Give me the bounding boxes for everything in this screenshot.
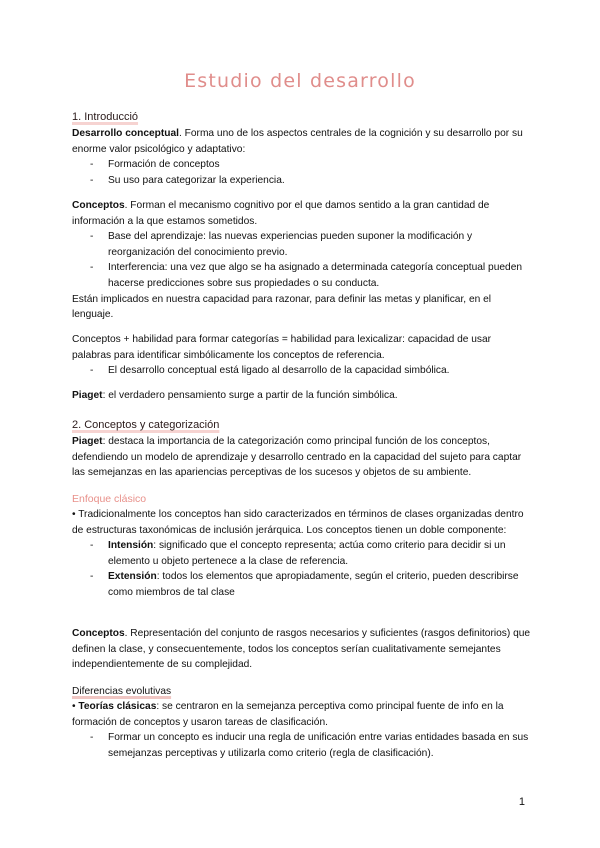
list-item: - El desarrollo conceptual está ligado al desarrollo de la capacidad simbólica. — [72, 363, 532, 379]
paragraph-text: . Representación del conjunto de rasgos necesarios y suficientes (rasgos definitorios) que definen la clase, y consecuentemente, todos los conceptos serían cualitativamente semejantes independientemente de su complejidad. — [72, 628, 531, 671]
list-item: - Formación de conceptos — [72, 157, 532, 173]
item-text: : todos los elementos que apropiadamente, según el criterio, pueden describirse como miembros de tal clase — [108, 571, 519, 598]
section-2-paragraph-4 — [72, 699, 532, 761]
teorias-clasicas-term: Teorías clásicas — [78, 701, 157, 712]
paragraph-text: : el verdadero pensamiento surge a partir de la función simbólica. — [102, 390, 398, 401]
extension-term: Extensión — [108, 571, 157, 583]
section-1-paragraph-5 — [72, 388, 532, 404]
section-2-paragraph-1 — [72, 434, 532, 481]
list — [72, 229, 532, 291]
piaget-term: Piaget — [72, 436, 103, 447]
item-text: : significado que el concepto representa; actúa como criterio para decidir si un elemento u objeto pertenece a la clase de referencia. — [108, 540, 506, 567]
list — [72, 157, 532, 188]
paragraph-text: • Tradicionalmente los conceptos han sido caracterizados en términos de clases organizadas dentro de estructuras taxonómicas de inclusión jerárquica. Los conceptos tienen un doble componente: — [72, 509, 524, 536]
page-number: 1 — [518, 796, 525, 808]
extension-item — [72, 569, 532, 600]
section-2-paragraph-3 — [72, 626, 532, 673]
section-1-paragraph-1 — [72, 126, 532, 188]
page-title: Estudio del desarrollo — [184, 70, 416, 92]
list-item: - Su uso para categorizar la experiencia. — [72, 173, 532, 189]
intension-item — [72, 538, 532, 569]
desarrollo-conceptual-term: Desarrollo conceptual — [72, 128, 179, 139]
bullet: • — [72, 701, 79, 712]
section-2-heading-block — [72, 418, 532, 434]
section-1-heading-block — [72, 110, 532, 126]
section-1-paragraph-4 — [72, 332, 532, 379]
section-1-paragraph-2 — [72, 198, 532, 323]
enfoque-clasico-subheading: Enfoque clásico — [72, 493, 147, 505]
piaget-term: Piaget — [72, 390, 103, 401]
diferencias-evolutivas-subheading: Diferencias evolutivas — [72, 686, 172, 697]
enfoque-clasico-subheading-block — [72, 492, 532, 508]
section-1-heading: 1. Introducció — [72, 111, 139, 123]
diferencias-evolutivas-subheading-block — [72, 684, 532, 700]
intension-term: Intensión — [108, 540, 154, 552]
conceptos-term: Conceptos — [72, 200, 125, 211]
paragraph-text: Conceptos + habilidad para formar categorías = habilidad para lexicalizar: capacidad de usar palabras para identificar simbólicamente los conceptos de referencia. — [72, 334, 492, 361]
paragraph-text: : destaca la importancia de la categorización como principal función de los conceptos, defendiendo un modelo de aprendizaje y desarrollo centrado en la capacidad del sujeto para captar las semejanzas en las apariencias perceptivas de los sucesos y objetos de su ambiente. — [72, 436, 522, 479]
list — [72, 538, 532, 600]
list — [72, 363, 532, 379]
paragraph-text: : se centraron en la semejanza perceptiva como principal fuente de info en la formación de conceptos y usaron tareas de clasificación. — [72, 701, 504, 728]
list — [72, 730, 532, 761]
list-item: - Formar un concepto es inducir una regla de unificación entre varias entidades basada en sus semejanzas perceptivas y utilizarla como criterio (regla de clasificación). — [72, 730, 532, 761]
paragraph-text: . Forman el mecanismo cognitivo por el que damos sentido a la gran cantidad de información a la que estamos sometidos. — [72, 200, 490, 227]
conceptos-term: Conceptos — [72, 628, 125, 639]
list-item: - Interferencia: una vez que algo se ha asignado a determinada categoría conceptual pueden hacerse predicciones sobre sus propiedades o su conducta. — [72, 260, 532, 291]
paragraph-text: . Forma uno de los aspectos centrales de la cognición y su desarrollo por su enorme valor psicológico y adaptativo: — [72, 128, 523, 155]
list-item: - Base del aprendizaje: las nuevas experiencias pueden suponer la modificación y reorganización del conocimiento previo. — [72, 229, 532, 260]
paragraph-text: Están implicados en nuestra capacidad para razonar, para definir las metas y planificar, en el lenguaje. — [72, 293, 492, 321]
section-2-paragraph-2 — [72, 507, 532, 601]
section-2-heading: 2. Conceptos y categorización — [72, 419, 220, 431]
